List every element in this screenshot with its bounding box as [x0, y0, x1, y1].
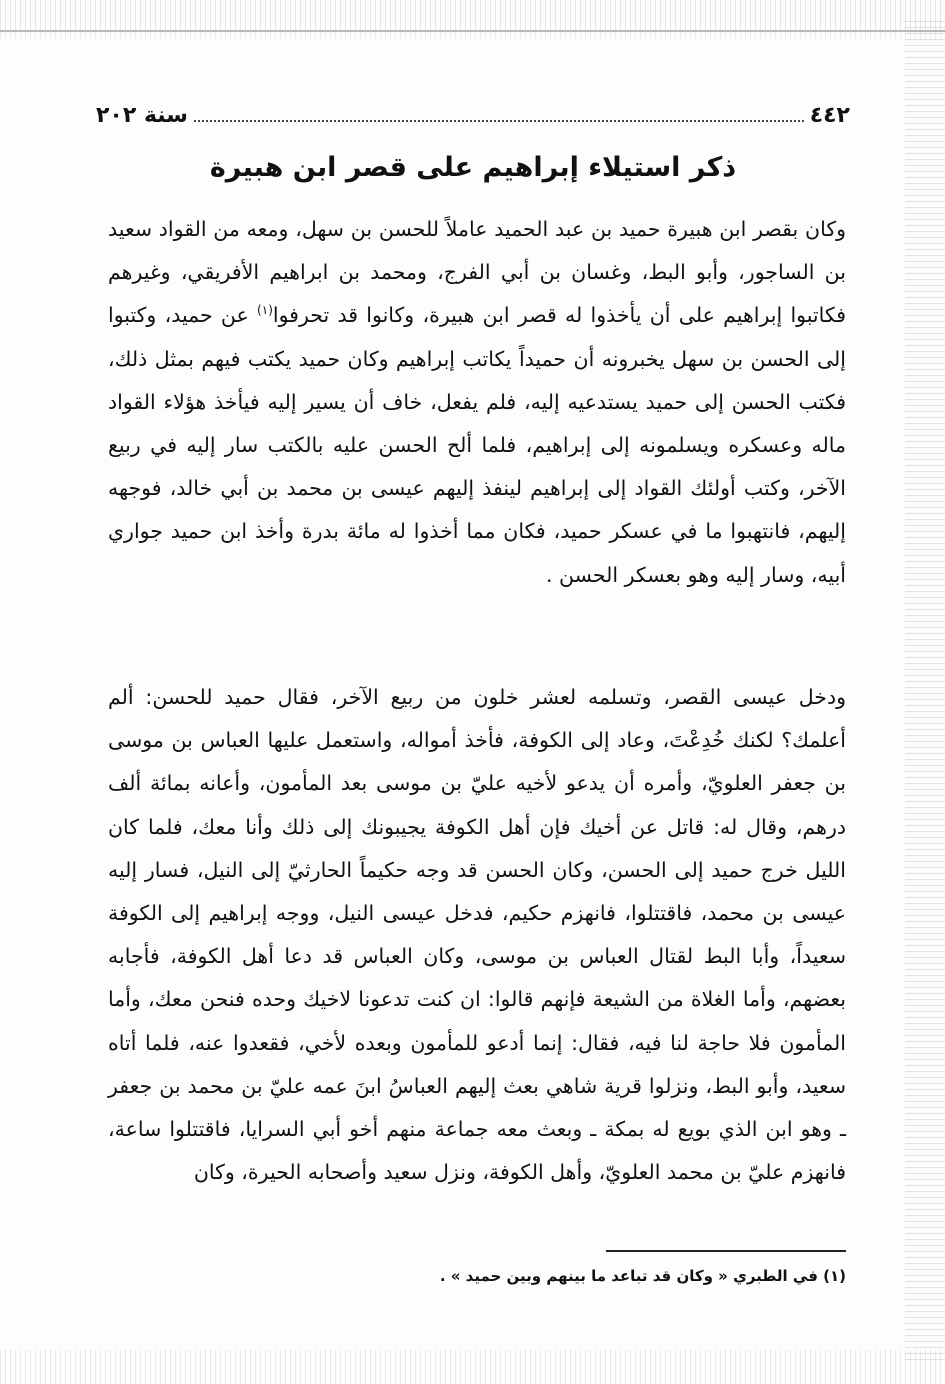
page-number: ٤٤٢ [809, 103, 850, 128]
section-title: ذكر استيلاء إبراهيم على قصر ابن هبيرة [209, 152, 737, 183]
running-header [96, 94, 850, 128]
footnote-reference: (١) [257, 303, 273, 318]
footnote-separator [606, 1250, 846, 1252]
body-paragraph-2: ودخل عيسى القصر، وتسلمه لعشر خلون من ربيع الآخر، فقال حميد للحسن: ألم أعلمك؟ لكنك خُدِعْتَ، وعاد إلى الكوفة، فأخذ أمواله، واستعمل عليها العباس بن موسى بن جعفر العلويّ، وأمره أن يدعو لأخيه عليّ بن موسى بعد المأمون، وأعانه بمائة ألف درهم، وقال له: قاتل عن أخيك فإن أهل الكوفة يجيبونك إلى ذلك وأنا معك، فلما كان الليل خرج حميد إلى الحسن، وكان الحسن قد وجه حكيماً الحارثيّ إلى النيل، فسار إليه عيسى بن محمد، فاقتتلوا، فانهزم حكيم، فدخل عيسى النيل، ووجه إبراهيم إلى الكوفة سعيداً، وأبا البط لقتال العباس بن موسى، وكان العباس قد دعا أهل الكوفة، فأجابه بعضهم، وأما الغلاة من الشيعة فإنهم قالوا: ان كنت تدعونا لاخيك وحده فنحن معك، وأما المأمون فلا حاجة لنا فيه، فقال: إنما أدعو للمأمون وبعده لأخي، فقعدوا عنه، فلما أتاه سعيد، وأبو البط، ونزلوا قرية شاهي بعث إليهم العباسُ ابنَ عمه عليّ بن محمد بن جعفر ـ وهو ابن الذي بويع له بمكة ـ وبعث معه جماعة منهم أخو أبي السرايا، فاقتتلوا ساعة، فانهزم عليّ بن محمد العلويّ، وأهل الكوفة، ونزل سعيد وأصحابه الحيرة، وكان [108, 685, 846, 1185]
scan-border-top [0, 0, 945, 44]
footnote: (١) في الطبري « وكان قد تباعد ما بينهم وبين حميد » . [439, 1267, 846, 1285]
header-dotted-leader [194, 120, 804, 122]
year-label: سنة ٢٠٢ [96, 103, 188, 128]
paragraph-1-text-start: وكان بقصر ابن هبيرة حميد بن عبد الحميد عاملاً للحسن بن سهل، ومعه من القواد سعيد بن الساجور، وأبو البط، وغسان بن أبي الفرج، ومحمد بن ابراهيم الأفريقي، وغيرهم فكاتبوا إبراهيم على أن يأخذوا له قصر ابن هبيرة، وكانوا قد تحرفوا [108, 217, 846, 328]
body-paragraph-1 [108, 208, 846, 597]
scan-border-right [905, 20, 945, 1360]
paragraph-1-text-end: عن حميد، وكتبوا إلى الحسن بن سهل يخبرونه أن حميداً يكاتب إبراهيم وكان حميد يكتب فيهم بمثل ذلك، فكتب الحسن إلى حميد يستدعيه إليه، فلم يفعل، خاف أن يسير إليه فيأخذ هؤلاء القواد ماله وعسكره ويسلمونه إلى إبراهيم، فلما ألح الحسن عليه بالكتب سار إليه في ربيع الآخر، وكتب أولئك القواد إلى إبراهيم لينفذ إليهم عيسى بن محمد بن أبي خالد، فوجهه إليهم، فانتهبوا ما في عسكر حميد، فكان مما أخذوا له مائة بدرة وأخذ ابن حميد جواري أبيه، وسار إليه وهو بعسكر الحسن . [108, 303, 846, 587]
scan-border-bottom [0, 1350, 945, 1384]
